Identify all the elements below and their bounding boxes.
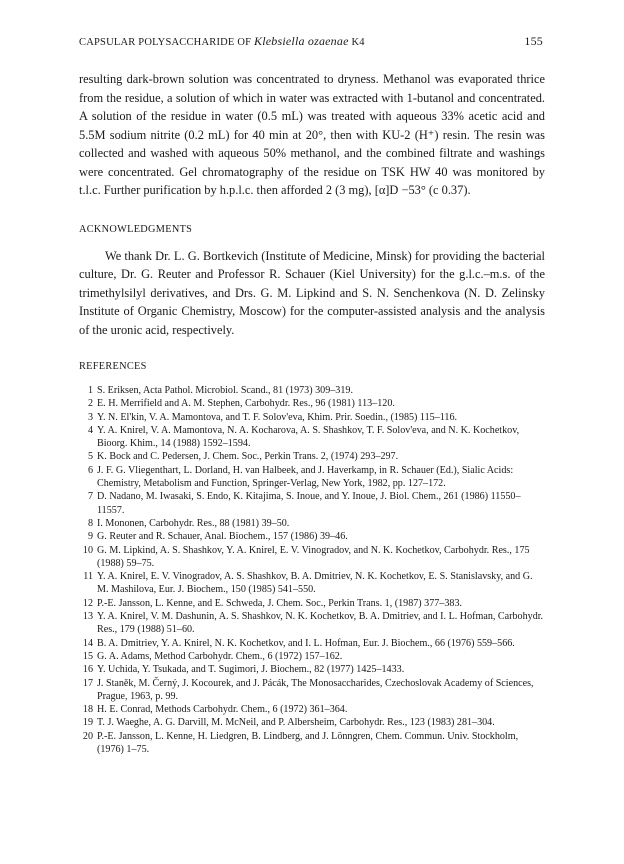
- reference-list: [79, 384, 545, 756]
- journal-page: [79, 34, 545, 756]
- references-heading: REFERENCES: [79, 361, 147, 372]
- reference-text: D. Nadano, M. Iwasaki, S. Endo, K. Kitajima, S. Inoue, and Y. Inoue, J. Biol. Chem., 261 (1986) 11550–11557.: [97, 491, 521, 516]
- reference-number: 14: [82, 637, 93, 649]
- reference-number: 16: [82, 664, 93, 676]
- reference-text: K. Bock and C. Pedersen, J. Chem. Soc., Perkin Trans. 2, (1974) 293–297.: [97, 451, 399, 463]
- reference-item: [79, 570, 545, 597]
- reference-item: [79, 663, 545, 676]
- reference-text: B. A. Dmitriev, Y. A. Knirel, N. K. Kochetkov, and I. L. Hofman, Eur. J. Biochem., 66 (1976) 559–566.: [97, 637, 515, 649]
- reference-item: [79, 517, 545, 530]
- reference-item: [79, 530, 545, 543]
- running-title: [79, 34, 365, 49]
- reference-item: [79, 703, 545, 716]
- reference-item: [79, 650, 545, 663]
- reference-text: S. Eriksen, Acta Pathol. Microbiol. Scand., 81 (1973) 309–319.: [97, 385, 353, 396]
- reference-number: 2: [87, 398, 93, 410]
- experimental-paragraph: [79, 70, 545, 200]
- reference-item: [79, 544, 545, 571]
- reference-text: P.-E. Jansson, L. Kenne, H. Liedgren, B. Lindberg, and J. Lönngren, Chem. Commun. Univ. Stockholm, (1976) 1–75.: [97, 730, 519, 756]
- paragraph-text: resulting dark-brown solution was concentrated to dryness. Methanol was evaporated thrice from the residue, a solution of which in water was extracted with 1-butanol and concentrated. A solution of the residue in water (0.5 mL) was treated with aqueous 33% acetic acid and 5.5M sodium nitrite (0.2 mL) for 40 min at 20°, then with KU-2 (H⁺) resin. The resin was collected and washed with aqueous 50% methanol, and the combined filtrate and washings were concentrated. Gel chromatography of the residue on TSK HW 40 was monitored by t.l.c. Further purification by h.p.l.c. then afforded 2 (3 mg), [α]D −53° (c 0.37).: [79, 72, 545, 197]
- reference-number: 4: [87, 424, 93, 436]
- reference-text: Y. Uchida, Y. Tsukada, and T. Sugimori, J. Biochem., 82 (1977) 1425–1433.: [97, 664, 405, 676]
- reference-item: [79, 610, 545, 637]
- reference-item: [79, 384, 545, 397]
- reference-number: 18: [82, 704, 93, 716]
- reference-item: [79, 411, 545, 424]
- reference-item: [79, 450, 545, 463]
- reference-text: Y. A. Knirel, E. V. Vinogradov, A. S. Shashkov, B. A. Dmitriev, N. K. Kochetkov, E. S. Stanislavsky, and G. M. Mashilova, Eur. J. Biochem., 150 (1985) 541–550.: [97, 571, 533, 596]
- reference-number: 11: [83, 571, 93, 583]
- running-title-species: Klebsiella ozaenae: [254, 34, 349, 48]
- reference-item: [79, 677, 545, 704]
- reference-text: P.-E. Jansson, L. Kenne, and E. Schweda, J. Chem. Soc., Perkin Trans. 1, (1987) 377–383.: [97, 597, 463, 609]
- page-number: 155: [524, 34, 543, 48]
- reference-item: [79, 716, 545, 729]
- reference-number: 7: [87, 491, 93, 503]
- reference-text: T. J. Waeghe, A. G. Darvill, M. McNeil, and P. Albersheim, Carbohydr. Res., 123 (1983) 281–304.: [97, 717, 495, 729]
- reference-item: [79, 597, 545, 610]
- reference-text: J. Staněk, M. Černý, J. Kocourek, and J. Pácák, The Monosaccharides, Czechoslovak Academy of Sciences, Prague, 1963, p. 99.: [97, 677, 534, 702]
- reference-text: G. A. Adams, Method Carbohydr. Chem., 6 (1972) 157–162.: [97, 650, 343, 662]
- reference-item: [79, 730, 545, 757]
- reference-number: 3: [87, 411, 93, 423]
- acknowledgments-heading: ACKNOWLEDGMENTS: [79, 223, 193, 235]
- reference-text: G. Reuter and R. Schauer, Anal. Biochem., 157 (1986) 39–46.: [97, 531, 348, 543]
- reference-text: I. Mononen, Carbohydr. Res., 88 (1981) 39–50.: [97, 517, 290, 529]
- reference-number: 13: [82, 611, 93, 623]
- reference-number: 20: [82, 730, 93, 742]
- acknowledgments-text: We thank Dr. L. G. Bortkevich (Institute of Medicine, Minsk) for providing the bacterial culture, Dr. G. Reuter and Professor R. Schauer (Kiel University) for the g.l.c.–m.s. of the trimethylsilyl derivatives, and Drs. G. M. Lipkind and S. N. Senchenkova (N. D. Zelinsky Institute of Organic Chemistry, Moscow) for the computer-assisted analysis and the analysis of the uronic acid, respectively.: [79, 248, 545, 337]
- reference-text: J. F. G. Vliegenthart, L. Dorland, H. van Halbeek, and J. Haverkamp, in R. Schauer (Ed.), Sialic Acids: Chemistry, Metabolism and Function, Springer-Verlag, New York, 1982, pp. 127–172.: [97, 464, 514, 490]
- reference-number: 6: [87, 464, 93, 476]
- reference-item: [79, 637, 545, 650]
- reference-number: 8: [87, 517, 93, 529]
- reference-text: G. M. Lipkind, A. S. Shashkov, Y. A. Knirel, E. V. Vinogradov, and N. K. Kochetkov, Carbohydr. Res., 175 (1988) 59–75.: [97, 544, 530, 569]
- reference-text: H. E. Conrad, Methods Carbohydr. Chem., 6 (1972) 361–364.: [97, 704, 348, 716]
- reference-number: 9: [87, 531, 93, 543]
- reference-number: 15: [82, 650, 93, 662]
- reference-text: E. H. Merrifield and A. M. Stephen, Carbohydr. Res., 96 (1981) 113–120.: [97, 398, 395, 410]
- reference-item: [79, 424, 545, 451]
- reference-number: 12: [82, 597, 93, 609]
- reference-text: Y. A. Knirel, V. A. Mamontova, N. A. Kocharova, A. S. Shashkov, T. F. Solov'eva, and N. K. Kochetkov, Bioorg. Khim., 14 (1988) 1592–1594.: [97, 424, 520, 450]
- reference-number: 19: [82, 717, 93, 729]
- running-head: [79, 34, 545, 50]
- running-title-suffix: K4: [351, 37, 365, 48]
- reference-text: Y. A. Knirel, V. M. Dashunin, A. S. Shashkov, N. K. Kochetkov, B. A. Dmitriev, and I. L. Hofman, Carbohydr. Res., 179 (1988) 51–60.: [97, 611, 544, 636]
- reference-number: 5: [87, 451, 93, 463]
- reference-number: 10: [82, 544, 93, 556]
- reference-item: [79, 464, 545, 491]
- reference-text: Y. N. El'kin, V. A. Mamontova, and T. F. Solov'eva, Khim. Prir. Soedin., (1985) 115–116.: [97, 411, 458, 423]
- reference-item: [79, 490, 545, 517]
- running-title-prefix: CAPSULAR POLYSACCHARIDE OF: [79, 37, 252, 48]
- reference-item: [79, 397, 545, 410]
- reference-number: 1: [87, 385, 93, 396]
- reference-number: 17: [82, 677, 93, 689]
